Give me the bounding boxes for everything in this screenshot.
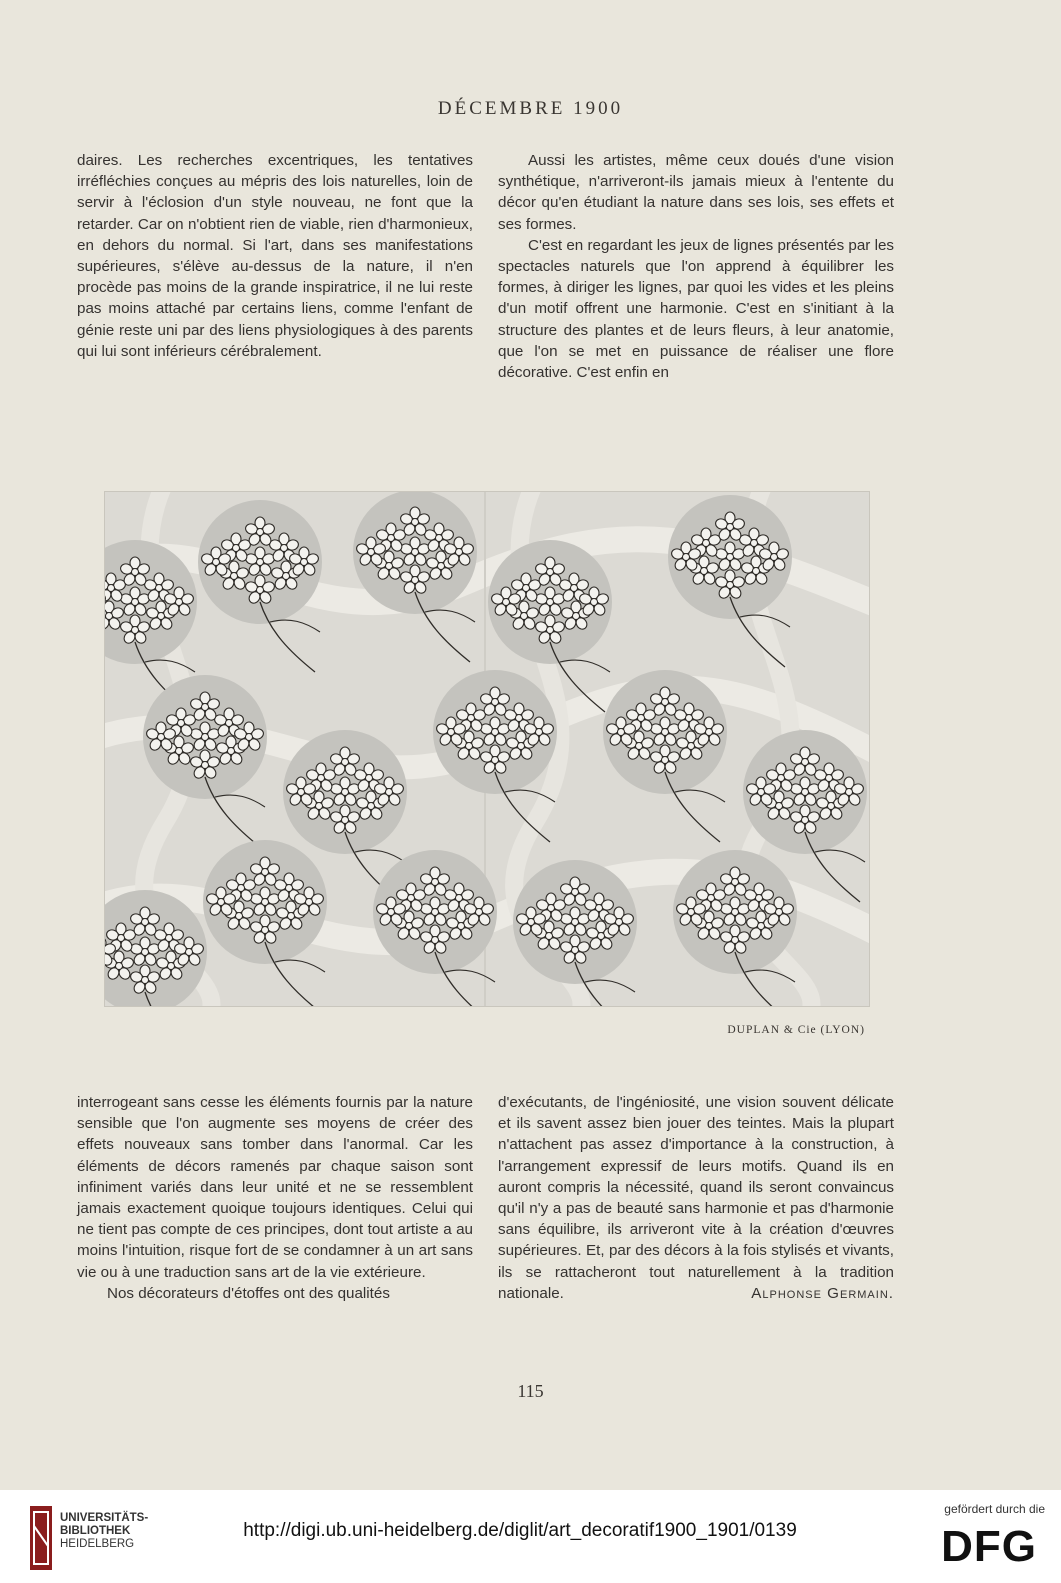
plate-caption: DUPLAN & Cie (LYON) <box>727 1024 865 1036</box>
text-column-top-left <box>77 150 473 362</box>
page-number: 115 <box>517 1381 544 1401</box>
paragraph: C'est en regardant les jeux de lignes présentés par les spectacles naturels que l'on apprend à équilibrer les formes, à diriger les lignes, par quoi les vides et les pleins d'un motif offrent une harmonie. C'est en s'initiant à la structure des plantes et de leurs fleurs, à leur anatomie, que l'on se met en puissance de réaliser une flore décorative. C'est enfin en <box>498 236 894 382</box>
paragraph <box>498 1092 894 1304</box>
digitization-footer <box>0 1490 1061 1583</box>
text-column-bottom-right <box>498 1092 894 1304</box>
running-header: DÉCEMBRE 1900 <box>437 98 624 119</box>
funded-by-label: gefördert durch die <box>944 1502 1045 1516</box>
paragraph: Nos décorateurs d'étoffes ont des qualités <box>107 1284 390 1302</box>
text-column-top-right <box>498 150 894 383</box>
paragraph: daires. Les recherches excentriques, les tentatives irréfléchies conçues au mépris des lois naturelles, loin de servir à l'éclosion d'un style nouveau, ne font que la retarder. Car on n'obtient rien de viable, rien d'harmonieux, en dehors du normal. Si l'art, dans ses manifestations supérieures, s'élève au-dessus de la nature, il n'en procède pas moins de la grande inspiratrice, il ne lui reste pas moins attaché par certains liens, comme l'enfant de génie reste uni par des liens physiologiques à des parents qui lui sont inférieurs cérébralement. <box>77 152 473 360</box>
paragraph: interrogeant sans cesse les éléments fournis par la nature sensible que l'on augmente ses moyens de créer des effets nouveaux sans tomber dans l'anormal. Car les éléments de décors ramenés par chaque saison sont infiniment variés dans leur unité et ne se ressemblent jamais exactement quoique toujours identiques. Celui qui ne tient pas compte de ces principes, dont tout artiste a au moins l'intuition, risque fort de se condamner à un art sans vie ou à une traduction sans art de la vie extérieure. <box>77 1094 473 1281</box>
author-signature: Alphonse Germain. <box>751 1284 894 1302</box>
floral-pattern-image <box>105 492 869 1006</box>
dfg-logo: DFG <box>941 1522 1037 1571</box>
paragraph-text: d'exécutants, de l'ingéniosité, une vision souvent délicate et ils savent assez bien jouer des teintes. Mais la plupart n'attachent pas assez d'importance à la construction, à l'arrangement expressif de leurs motifs. Quand ils en auront compris la nécessité, quand ils seront convaincus qu'il n'y a pas de beauté sans harmonie et pas d'harmonie sans équilibre, ils arriveront vite à la création d'œuvres supérieures. Et, par des décors à la fois stylisés et vivants, ils se rattacheront tout naturellement à la tradition nationale. <box>498 1094 894 1302</box>
permalink-url[interactable]: http://digi.ub.uni-heidelberg.de/diglit/art_decoratif1900_1901/0139 <box>243 1520 797 1541</box>
text-column-bottom-left <box>77 1092 473 1304</box>
institution-name: UNIVERSITÄTS- BIBLIOTHEK HEIDELBERG <box>60 1512 149 1550</box>
textile-illustration <box>104 491 870 1007</box>
paragraph: Aussi les artistes, même ceux doués d'une vision synthétique, n'arriveront-ils jamais mieux à l'entente du décor qu'en étudiant la nature dans ses lois, ses effets et ses formes. <box>498 152 894 233</box>
university-logo-icon <box>30 1506 52 1570</box>
